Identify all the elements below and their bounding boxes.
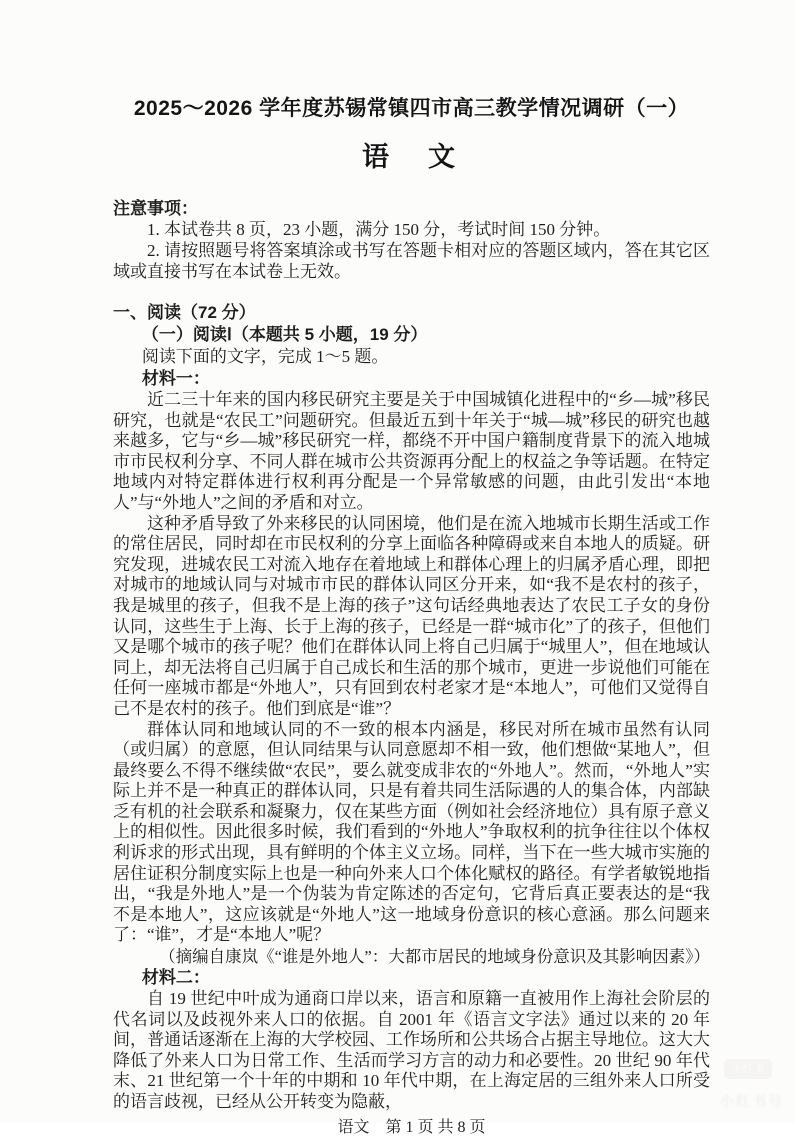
notice-item-2: 2. 请按照题号将答案填涂或书写在答题卡相对应的答题区域内，答在其它区域或直接书写在本试卷上无效。 xyxy=(113,241,710,281)
page-footer: 语文 第 1 页 共 8 页 xyxy=(337,1118,486,1136)
watermark-logo-badge: 小红书 xyxy=(724,1059,772,1079)
material1-attribution: （摘编自康岚《“谁是外地人”：大都市居民的地域身份意识及其影响因素》） xyxy=(159,947,710,967)
page-title: 2025～2026 学年度苏锡常镇四市高三教学情况调研（一） xyxy=(133,97,690,120)
watermark-id-text: 小红书号 xyxy=(720,1093,784,1109)
notice-heading: 注意事项： xyxy=(113,199,198,218)
subject-title: 语 文 xyxy=(362,142,461,172)
material1-label: 材料一： xyxy=(141,369,210,388)
section-one-heading: 一、阅读（72 分） xyxy=(113,303,256,322)
material1-paragraph-3: 群体认同和地域认同的不一致的根本内涵是，移民对所在城市虽然有认同（或归属）的意愿，但认同结果与认同意愿却不相一致，他们想做“某地人”，但最终要么不得不继续做“农民”，要么就变成非农的“外地人”。然而，“外地人”实际上并不是一种真正的群体认同，只是有着共同生活际遇的人的集合体，内部缺乏有机的社会联系和凝聚力，仅在某些方面（例如社会经济地位）具有原子意义上的相似性。因此很多时候，我们看到的“外地人”争取权利的抗争往往以个体权利诉求的形式出现，具有鲜明的个体主义立场。同样，当下在一些大城市实施的居住证积分制度实际上也是一种向外来人口个体化赋权的路径。有学者敏锐地指出，“我是外地人”是一个伪装为肯定陈述的否定句，它背后真正要表达的是“我不是本地人”，这应该就是“外地人”这一地域身份意识的核心意涵。那么问题来了：“谁”，才是“本地人”呢？ xyxy=(113,719,710,945)
page-content xyxy=(113,92,710,1138)
material2-paragraph-1: 自 19 世纪中叶成为通商口岸以来，语言和原籍一直被用作上海社会阶层的代名词以及歧视外来人口的依据。自 2001 年《语言文字法》通过以来的 20 年间，普通话逐渐在上海的大学校园、工作场所和公共场合占据主导地位。这大大降低了外来人口为日常工作、生活而学习方言的动力和必要性。20 世纪 90 年代末、21 世纪第一个十年的中期和 10 年代中期，在上海定居的三组外来人口所受的语言歧视，已经从公开转变为隐蔽， xyxy=(113,989,710,1111)
part-one-heading: （一）阅读Ⅰ（本题共 5 小题，19 分） xyxy=(141,325,428,344)
material2-label: 材料二： xyxy=(141,968,210,988)
material1-paragraph-2: 这种矛盾导致了外来移民的认同困境，他们是在流入地城市长期生活或工作的常住居民，同时却在市民权利的分享上面临各种障碍或来自本地人的质疑。研究发现，进城农民工对流入地存在着地域上和群体心理上的归属矛盾心理，即把对城市的地域认同与对城市市民的群体认同区分开来，如“我不是农村的孩子，我是城里的孩子，但我不是上海的孩子”这句话经典地表达了农民工子女的身份认同，这些生于上海、长于上海的孩子，已经是一群“城市化”了的孩子，但他们又是哪个城市的孩子呢？他们在群体认同上将自己归属于“城里人”，但在地域认同上，却无法将自己归属于自己成长和生活的那个城市，更进一步说他们可能在任何一座城市都是“外地人”，只有回到农村老家才是“本地人”，可他们又觉得自己不是农村的孩子。他们到底是“谁”？ xyxy=(113,513,710,718)
reading-instruction: 阅读下面的文字，完成 1～5 题。 xyxy=(141,347,389,366)
notice-item-1: 1. 本试卷共 8 页，23 小题，满分 150 分，考试时间 150 分钟。 xyxy=(147,220,611,239)
material1-paragraph-1: 近二三十年来的国内移民研究主要是关于中国城镇化进程中的“乡—城”移民研究，也就是“农民工”问题研究。但最近五到十年关于“城—城”移民的研究也越来越多，它与“乡—城”移民研究一样，都绕不开中国户籍制度背景下的流入地城市市民权利分享、不同人群在城市公共资源再分配上的权益之争等话题。在特定地域内对特定群体进行权利再分配是一个异常敏感的问题，由此引发出“本地人”与“外地人”之间的矛盾和对立。 xyxy=(113,390,710,512)
